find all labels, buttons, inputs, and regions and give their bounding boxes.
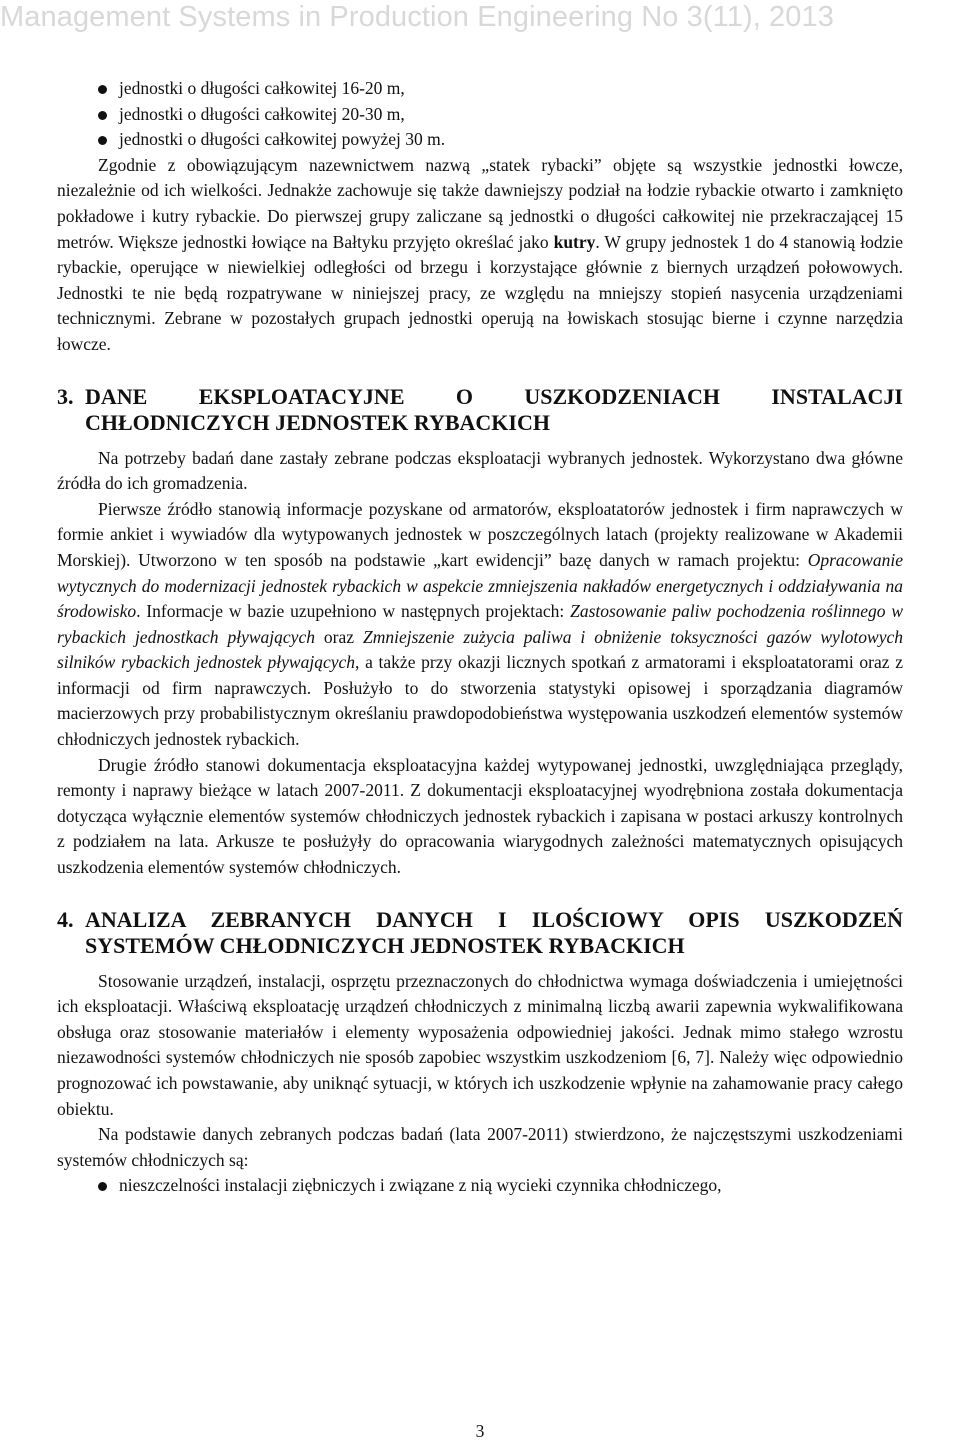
text-run: Pierwsze źródło stanowią informacje pozyskane od armatorów, eksploatatorów jednostek i firm naprawczych w formie ankiet i wywiadów dla wytypowanych jednostek w poszczególnych latach (projekty realizowane w Akademii Morskiej). Utworzono w ten sposób na podstawie „kart ewidencji” bazę danych w ramach projektu: bbox=[57, 498, 903, 570]
section-title: DANE EKSPLOATACYJNE O USZKODZENIACH INSTALACJI CHŁODNICZYCH JEDNOSTEK RYBACKICH bbox=[85, 383, 903, 435]
paragraph: Na podstawie danych zebranych podczas badań (lata 2007-2011) stwierdzono, że najczęstszymi uszkodzeniami systemów chłodniczych są: bbox=[57, 1124, 903, 1170]
project-title: Zmniejszenie zużycia paliwa i obniżenie toksyczności gazów wylotowych silników rybackich jednostek pływających bbox=[57, 626, 903, 673]
paragraph-vessel-classification bbox=[57, 153, 903, 358]
bullet-list-failures bbox=[57, 1173, 903, 1199]
paragraph: Na potrzeby badań dane zastały zebrane podczas eksploatacji wybranych jednostek. Wykorzystano dwa główne źródła do ich gromadzenia. bbox=[57, 447, 903, 494]
paragraph: Stosowanie urządzeń, instalacji, osprzętu przeznaczonych do chłodnictwa wymaga doświadczenia i umiejętności ich eksploatacji. Właściwą eksploatację urządzeń chłodniczych z minimalną liczbą awarii zapewnia wykwalifikowana obsługa oraz stosowanie materiałów i elementy wyposażenia odpowiedniej jakości. Jednak mimo stałego wzrostu niezawodności systemów chłodniczych nie sposób zapobiec wszystkim uszkodzeniom [6, 7]. Należy więc odpowiednio prognozować ich powstawanie, aby uniknąć sytuacji, w których ich uszkodzenie wpłynie na zahamowanie pracy całego obiektu. bbox=[57, 970, 903, 1119]
bold-term-kutry: kutry bbox=[553, 231, 596, 252]
page-number: 3 bbox=[475, 1421, 485, 1441]
section-number: 4. bbox=[57, 906, 74, 932]
text-run: . Informacje w bazie uzupełniono w następnych projektach: bbox=[136, 601, 571, 622]
text-run: . W grupy jednostek 1 do 4 stanowią łodzie rybackie, operujące w niewielkiej odległości od brzegu i korzystające głównie z biernych urządzeń połowowych. Jednostki te nie będą rozpatrywane w niniejszej pracy, ze względu na mniejszy stopień nasycenia urządzeniami technicznymi. Zebrane w pozostałych grupach jednostki operują na łowiskach stosując bierne i czynne narzędzia łowcze. bbox=[57, 231, 903, 354]
text-run: , a także przy okazji licznych spotkań z armatorami i eksploatatorami oraz z informacji od firm naprawczych. Posłużyło to do stworzenia statystyki opisowej i sporządzania diagramów macierzowych przy probabilistycznym określaniu prawdopodobieństwa występowania uszkodzeń elementów systemów chłodniczych jednostek rybackich. bbox=[57, 652, 903, 750]
list-item: jednostki o długości całkowitej 20-30 m, bbox=[119, 102, 903, 128]
page-body bbox=[57, 76, 903, 1199]
project-title: Zastosowanie paliw pochodzenia roślinnego w rybackich jednostkach pływających bbox=[57, 601, 903, 647]
text-run: Zgodnie z obowiązującym nazewnictwem nazwą „statek rybacki” objęte są wszystkie jednostki łowcze, niezależnie od ich wielkości. Jednakże zachowuje się także dawniejszy podział na łodzie rybackie otwarto i zamknięto pokładowe i kutry rybackie. Do pierwszej grupy zaliczane są jednostki o długości całkowitej nie przekraczającej 15 metrów. Większe jednostki łowiące na Bałtyku przyjęto określać jako bbox=[57, 154, 903, 252]
list-item: jednostki o długości całkowitej powyżej 30 m. bbox=[119, 127, 903, 153]
section-title: ANALIZA ZEBRANYCH DANYCH I ILOŚCIOWY OPIS USZKODZEŃ SYSTEMÓW CHŁODNICZYCH JEDNOSTEK RYBACKICH bbox=[85, 906, 903, 958]
list-item: jednostki o długości całkowitej 16-20 m, bbox=[119, 76, 903, 102]
spacer bbox=[57, 881, 903, 907]
bullet-list-lengths bbox=[57, 76, 903, 153]
section-heading-4 bbox=[57, 907, 903, 959]
spacer bbox=[57, 358, 903, 384]
list-item: nieszczelności instalacji ziębniczych i związane z nią wycieki czynnika chłodniczego, bbox=[119, 1173, 903, 1199]
text-run: oraz bbox=[314, 626, 363, 647]
paragraph-second-source: Drugie źródło stanowi dokumentacja eksploatacyjna każdej wytypowanej jednostki, uwzględniająca przeglądy, remonty i naprawy bieżące w latach 2007-2011. Z dokumentacji eksploatacyjnej wyodrębniona została dokumentacja dotycząca wyłącznie elementów systemów chłodniczych jednostek rybackich i zapisana w postaci arkuszy kontrolnych z podziałem na lata. Arkusze te posłużyły do opracowania wiarygodnych zależności matematycznych opisujących uszkodzenia elementów systemów chłodniczych. bbox=[57, 754, 903, 878]
project-title: Opracowanie wytycznych do modernizacji jednostek rybackich w aspekcie zmniejszenia nakładów energetycznych i oddziaływania na środowisko bbox=[57, 549, 903, 622]
section-heading-3 bbox=[57, 384, 903, 436]
section-number: 3. bbox=[57, 383, 74, 409]
running-header: Management Systems in Production Engineering No 3(11), 2013 bbox=[0, 1, 834, 33]
paragraph-first-source bbox=[57, 497, 903, 753]
